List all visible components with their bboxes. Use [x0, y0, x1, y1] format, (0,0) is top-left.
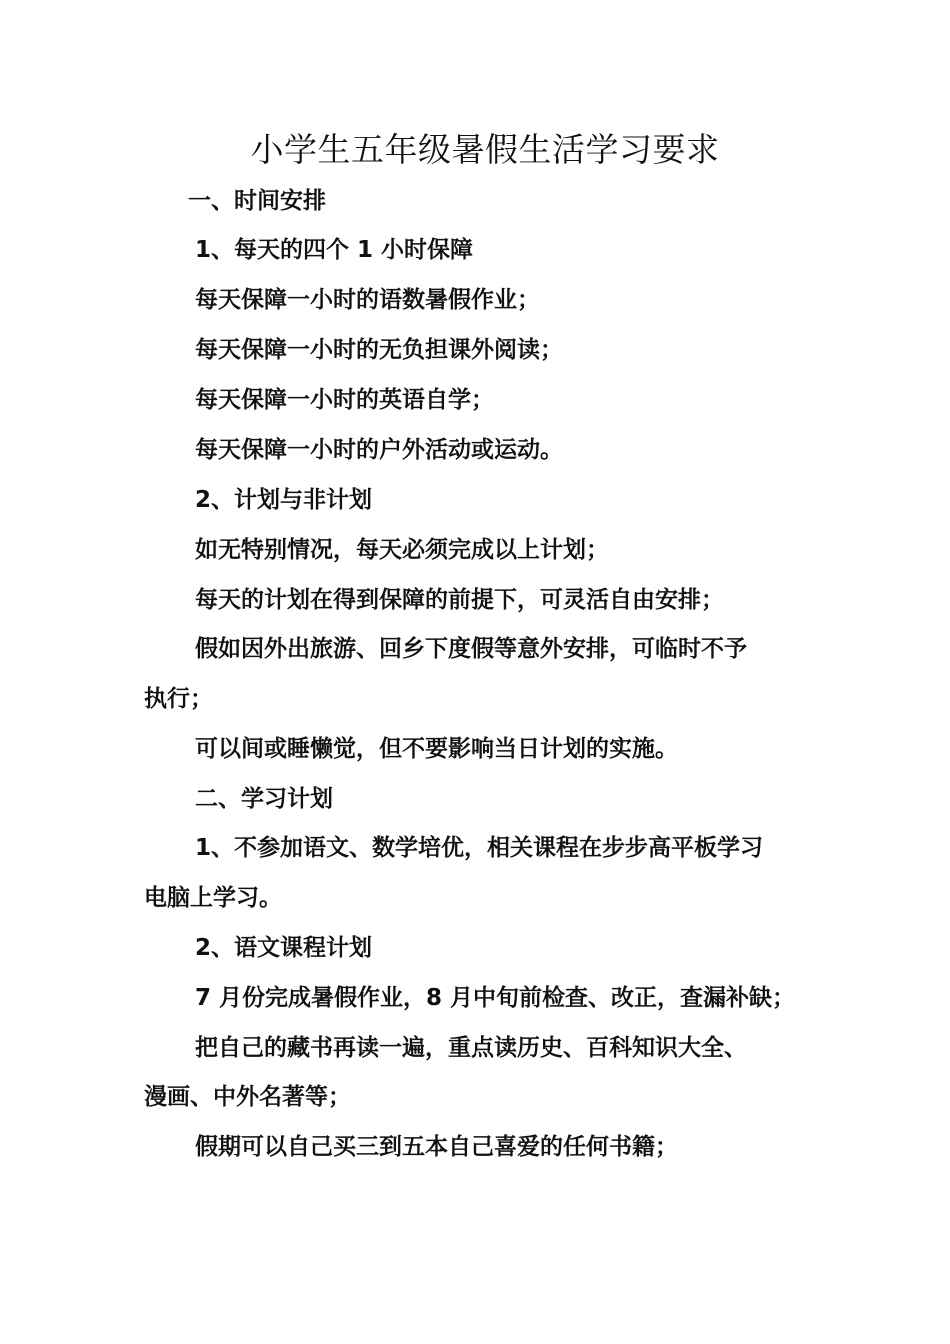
paragraph-line-continued: 漫画、中外名著等； [144, 1084, 351, 1110]
section-heading: 二、学习计划 [195, 786, 333, 812]
paragraph-line: 假如因外出旅游、回乡下度假等意外安排，可临时不予 [195, 636, 747, 662]
paragraph-line-continued: 电脑上学习。 [144, 885, 282, 911]
subsection-heading: 2、计划与非计划 [195, 487, 373, 513]
document-title: 小学生五年级暑假生活学习要求 [250, 130, 720, 169]
paragraph-line: 如无特别情况，每天必须完成以上计划； [195, 537, 609, 563]
paragraph-line: 1、不参加语文、数学培优，相关课程在步步高平板学习 [195, 835, 764, 861]
paragraph-line: 每天保障一小时的户外活动或运动。 [195, 437, 563, 463]
paragraph-line: 可以间或睡懒觉，但不要影响当日计划的实施。 [195, 736, 678, 762]
paragraph-line: 假期可以自己买三到五本自己喜爱的任何书籍； [195, 1134, 678, 1160]
paragraph-line: 每天保障一小时的语数暑假作业； [195, 287, 540, 313]
paragraph-line: 每天保障一小时的英语自学； [195, 387, 494, 413]
paragraph-line: 7 月份完成暑假作业，8 月中旬前检查、改正，查漏补缺； [195, 985, 796, 1011]
paragraph-line-continued: 执行； [144, 686, 213, 712]
subsection-heading: 1、每天的四个 1 小时保障 [195, 237, 474, 263]
paragraph-line: 把自己的藏书再读一遍，重点读历史、百科知识大全、 [195, 1035, 747, 1061]
section-heading: 一、时间安排 [188, 188, 326, 214]
subsection-heading: 2、语文课程计划 [195, 935, 373, 961]
paragraph-line: 每天的计划在得到保障的前提下，可灵活自由安排； [195, 587, 724, 613]
paragraph-line: 每天保障一小时的无负担课外阅读； [195, 337, 563, 363]
